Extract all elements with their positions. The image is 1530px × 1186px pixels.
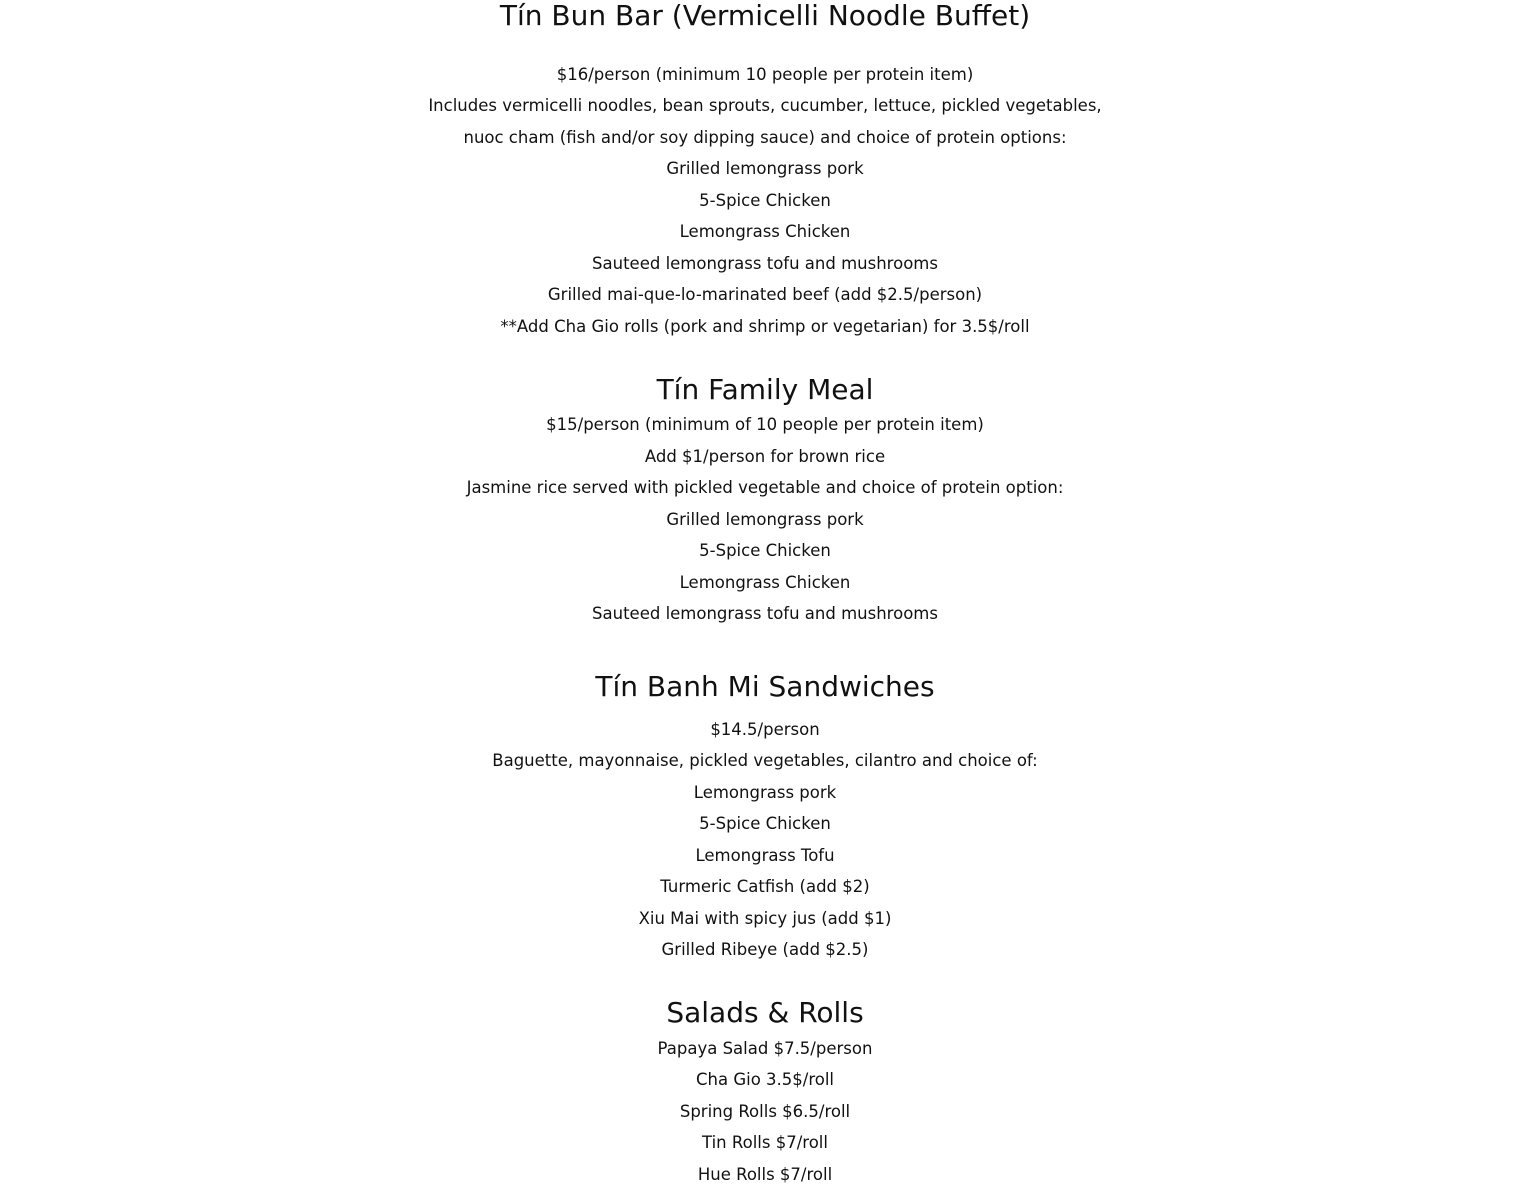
- banh-mi-option-xiu-mai: Xiu Mai with spicy jus (add $1): [638, 909, 892, 928]
- family-meal-brown-rice: Add $1/person for brown rice: [644, 447, 886, 466]
- bun-bar-option-5-spice-chicken: 5-Spice Chicken: [699, 191, 831, 210]
- salads-rolls-hue-rolls: Hue Rolls $7/roll: [697, 1165, 833, 1184]
- family-meal-price: $15/person (minimum of 10 people per protein item): [546, 415, 984, 434]
- banh-mi-option-lemongrass-tofu: Lemongrass Tofu: [695, 846, 835, 865]
- banh-mi-option-turmeric-catfish: Turmeric Catfish (add $2): [660, 877, 870, 896]
- family-meal-option-5-spice-chicken: 5-Spice Chicken: [699, 541, 831, 560]
- bun-bar-option-lemongrass-pork: Grilled lemongrass pork: [666, 159, 864, 178]
- banh-mi-description: Baguette, mayonnaise, pickled vegetables, cilantro and choice of:: [492, 751, 1038, 770]
- bun-bar-option-tofu: Sauteed lemongrass tofu and mushrooms: [592, 254, 938, 273]
- section-title-family-meal: Tín Family Meal: [656, 373, 874, 406]
- salads-rolls-papaya-salad: Papaya Salad $7.5/person: [657, 1039, 873, 1058]
- bun-bar-option-lemongrass-chicken: Lemongrass Chicken: [679, 222, 851, 241]
- bun-bar-price: $16/person (minimum 10 people per protein item): [556, 65, 974, 84]
- banh-mi-option-ribeye: Grilled Ribeye (add $2.5): [661, 940, 869, 959]
- banh-mi-price: $14.5/person: [710, 720, 820, 739]
- family-meal-option-lemongrass-pork: Grilled lemongrass pork: [666, 510, 864, 529]
- family-meal-option-lemongrass-chicken: Lemongrass Chicken: [679, 573, 851, 592]
- family-meal-description: Jasmine rice served with pickled vegetable and choice of protein option:: [466, 478, 1064, 497]
- salads-rolls-cha-gio: Cha Gio 3.5$/roll: [695, 1070, 835, 1089]
- section-title-bun-bar: Tín Bun Bar (Vermicelli Noodle Buffet): [499, 0, 1031, 32]
- family-meal-option-tofu: Sauteed lemongrass tofu and mushrooms: [592, 604, 938, 623]
- bun-bar-description-cont: nuoc cham (fish and/or soy dipping sauce) and choice of protein options:: [463, 128, 1067, 147]
- banh-mi-option-lemongrass-pork: Lemongrass pork: [693, 783, 837, 802]
- salads-rolls-spring-rolls: Spring Rolls $6.5/roll: [679, 1102, 851, 1121]
- bun-bar-description: Includes vermicelli noodles, bean sprouts, cucumber, lettuce, pickled vegetables,: [428, 96, 1102, 115]
- section-title-banh-mi: Tín Banh Mi Sandwiches: [595, 670, 935, 703]
- salads-rolls-tin-rolls: Tin Rolls $7/roll: [702, 1133, 828, 1152]
- bun-bar-option-beef: Grilled mai-que-lo-marinated beef (add $2.5/person): [547, 285, 983, 304]
- section-title-salads-rolls: Salads & Rolls: [666, 996, 864, 1029]
- bun-bar-add-cha-gio: **Add Cha Gio rolls (pork and shrimp or vegetarian) for 3.5$/roll: [500, 317, 1030, 336]
- banh-mi-option-5-spice-chicken: 5-Spice Chicken: [699, 814, 831, 833]
